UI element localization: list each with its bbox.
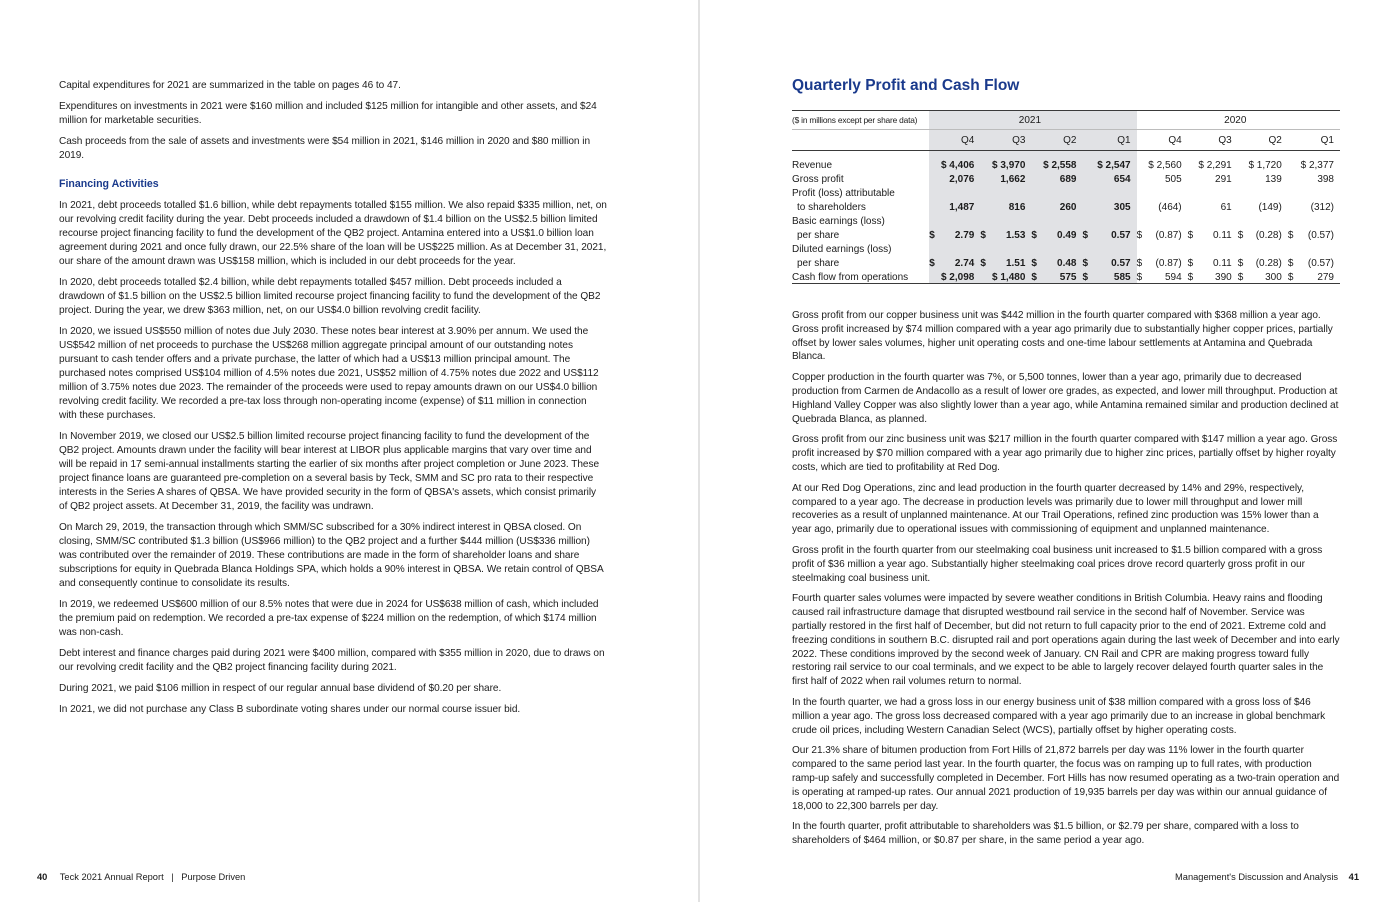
table-cell: 305 xyxy=(1082,199,1136,213)
paragraph: Fourth quarter sales volumes were impacted by severe weather conditions in British Columbia. Heavy rains and flooding caused rail infrastructure damage that disrupted westbound rail service in the second half of November. Service was partially restored in the first half of December, but did not return to full capacity prior to the end of 2021. Extreme cold and freezing conditions in southern B.C. disrupted rail and port operations again during the last week of December and into early 2022. These conditions improved by the second week of January. CN Rail and CPR are making progress toward fully restoring rail service to our coal terminals, and we expect to be able to largely recover delayed fourth quarter sales in the first half of 2022 when rail volumes return to normal. xyxy=(792,593,1340,688)
row-label: Revenue xyxy=(792,160,833,171)
table-cell: 2,076 xyxy=(929,171,980,185)
section-heading: Financing Activities xyxy=(59,178,159,190)
table-cell: (149) xyxy=(1258,202,1282,213)
table-row xyxy=(792,213,1340,227)
year-2021-header: 2021 xyxy=(929,111,1136,130)
table-cell: 505 xyxy=(1164,174,1182,185)
paragraph: At our Red Dog Operations, zinc and lead production in the fourth quarter decreased by 14% and 29%, respectively, compared to a year ago. The decrease in production levels was primarily due to lower mill throughput and lower mill recoveries as a result of unplanned maintenance. At our Trail Operations, refined zinc production was 15% lower than a year ago, primarily due to operational issues with commissioning of equipment and unplanned maintenance. xyxy=(792,482,1319,536)
table-row xyxy=(792,199,1340,213)
unit-label: ($ in millions except per share data) xyxy=(792,111,929,130)
table-cell: $ 0.48 xyxy=(1031,255,1082,269)
paragraph: In 2020, debt proceeds totalled $2.4 billion, while debt repayments totalled $457 million. Debt proceeds included a drawdown of $1.5 billion on the US$2.5 billion limited recourse project financing facility to fund the development of the QB2 project. During the year, we drew $363 million, net, on our US$4.0 billion revolving credit facility. xyxy=(59,277,601,316)
table-cell: $ 4,406 xyxy=(929,157,980,171)
table-cell: $ 1.51 xyxy=(980,255,1031,269)
table-cell: $ (0.87) xyxy=(1136,258,1182,269)
paragraph: During 2021, we paid $106 million in respect of our regular annual base dividend of $0.20 per share. xyxy=(59,683,502,694)
table-cell: $ 2.79 xyxy=(929,227,980,241)
table-cell: $ 575 xyxy=(1031,269,1082,284)
table-cell: $ 2,560 xyxy=(1148,160,1182,171)
table-cell: $ (0.57) xyxy=(1287,230,1334,241)
paragraph: In 2019, we redeemed US$600 million of our 8.5% notes that were due in 2024 for US$638 million of cash, which included the premium paid on redemption. We recorded a pre-tax expense of $224 million on the redemption, of which $174 million was non-cash. xyxy=(59,599,599,638)
quarter-header: Q4 xyxy=(929,130,980,151)
paragraph: Copper production in the fourth quarter was 7%, or 5,500 tonnes, lower than a year ago, primarily due to decreased production from Carmen de Andacollo as a result of lower ore grades, as expected, and lower mill throughput. Production at Highland Valley Copper was also slightly lower than a year ago, while Antamina remained similar and production declined at Quebrada Blanca, as planned. xyxy=(792,372,1339,425)
table-cell: 260 xyxy=(1031,199,1082,213)
paragraph: In 2021, debt proceeds totalled $1.6 billion, while debt repayments totalled $155 million. We also repaid $335 million, net, on our revolving credit facility during the year. Debt proceeds included a drawdown of $1.4 billion on the US$2.5 billion limited recourse project financing facility to fund the development of the QB2 project. Antamina entered into a US$1.0 billion loan agreement during 2021 and once fully drawn, our 22.5% share of the loan will be US$225 million. As at December 31, 2021, our share of the amount drawn was US$158 million, which is included in our debt proceeds for the year. xyxy=(59,200,607,267)
section-name: Management's Discussion and Analysis xyxy=(1175,872,1339,882)
table-cell: 689 xyxy=(1031,171,1082,185)
page-number: 40 xyxy=(37,872,48,882)
row-label: Basic earnings (loss) xyxy=(792,216,885,227)
paragraph: Gross profit in the fourth quarter from our steelmaking coal business unit increased to $1.5 billion compared with a gross profit of $36 million a year ago. Substantially higher steelmaking coal prices drove record quarterly gross profit in our steelmaking coal business unit. xyxy=(792,544,1323,584)
year-header-row xyxy=(792,111,1340,130)
paragraph: In 2021, we did not purchase any Class B subordinate voting shares under our normal course issuer bid. xyxy=(59,704,521,715)
table-cell: $ (0.87) xyxy=(1136,230,1182,241)
paragraph: Gross profit from our zinc business unit was $217 million in the fourth quarter compared with $147 million a year ago. Gross profit increased by $70 million compared with a year ago primarily due to higher zinc prices, partially offset by higher royalty costs, which are tied to profitability at Red Dog. xyxy=(792,434,1338,473)
table-cell: $ (0.28) xyxy=(1237,258,1282,269)
table-row xyxy=(792,171,1340,185)
table-cell: $ 2,098 xyxy=(929,269,980,284)
paragraph: Debt interest and finance charges paid during 2021 were $400 million, compared with $355 million in 2020, due to draws on our revolving credit facility and the QB2 project financing facility during 2021. xyxy=(59,648,605,673)
table-cell: 291 xyxy=(1215,174,1232,185)
footer-separator: | xyxy=(171,872,174,882)
table-cell: $ 585 xyxy=(1082,269,1136,284)
table-cell: $ 0.11 xyxy=(1187,230,1232,241)
paragraph: In 2020, we issued US$550 million of notes due July 2030. These notes bear interest at 3.90% per annum. We used the US$542 million of net proceeds to purchase the US$268 million aggregate principal amount of our outstanding notes pursuant to cash tender offers and a private purchase, the latter of which had a US$13 million principal amount. The purchased notes comprised US$104 million of 4.5% notes due 2021, US$52 million of 4.75% notes due 2022 and US$112 million of 3.75% notes due 2023. The remainder of the proceeds were used to repay amounts drawn on our US$4.0 billion revolving credit facility. We recorded a pre-tax loss through non-operating income (expense) of $11 million in connection with these purchases. xyxy=(59,326,599,421)
table-row xyxy=(792,185,1340,199)
table-row xyxy=(792,241,1340,255)
table-cell: $ 2,558 xyxy=(1031,157,1082,171)
right-column xyxy=(792,309,1340,855)
table-row xyxy=(792,255,1340,269)
row-label: Cash flow from operations xyxy=(792,269,929,284)
table-cell: $ 2,377 xyxy=(1300,160,1334,171)
table-cell: (312) xyxy=(1310,202,1334,213)
row-label: Gross profit xyxy=(792,174,844,185)
table-cell: $ 0.49 xyxy=(1031,227,1082,241)
report-title: Teck 2021 Annual Report xyxy=(59,872,164,882)
row-label: per share xyxy=(797,258,840,269)
table-cell: $ 390 xyxy=(1188,269,1238,284)
quarter-header: Q3 xyxy=(1188,130,1238,151)
quarter-header: Q1 xyxy=(1288,130,1340,151)
row-label: Diluted earnings (loss) xyxy=(792,244,892,255)
table-cell: (464) xyxy=(1158,202,1182,213)
table-cell: 139 xyxy=(1265,174,1282,185)
table-cell: $ 1,720 xyxy=(1248,160,1282,171)
table-cell: 816 xyxy=(980,199,1031,213)
table-row xyxy=(792,227,1340,241)
left-footer xyxy=(37,872,245,882)
quarter-header: Q2 xyxy=(1031,130,1082,151)
table-cell: $ 300 xyxy=(1238,269,1288,284)
year-2020-header: 2020 xyxy=(1137,111,1340,130)
quarterly-table xyxy=(792,110,1340,284)
row-label: Profit (loss) attributable xyxy=(792,188,895,199)
table-cell: $ 2.74 xyxy=(929,255,980,269)
paragraph: Gross profit from our copper business unit was $442 million in the fourth quarter compared with $368 million a year ago. Gross profit increased by $74 million compared with a year ago primarily due to substantially higher copper prices, partially offset by lower sales volumes, higher unit operating costs and one-time labour settlements at Antamina and Quebrada Blanca. xyxy=(792,310,1333,363)
table-cell: $ 279 xyxy=(1288,269,1340,284)
table-cell: 654 xyxy=(1082,171,1136,185)
row-label: per share xyxy=(797,230,840,241)
table-cell: $ (0.57) xyxy=(1287,258,1334,269)
table-cell: $ 0.57 xyxy=(1082,227,1136,241)
table-cell: 1,487 xyxy=(929,199,980,213)
paragraph: On March 29, 2019, the transaction through which SMM/SC subscribed for a 30% indirect interest in QBSA closed. On closing, SMM/SC contributed $1.3 billion (US$966 million) to the QB2 project and a further $444 million (US$336 million) was contributed over the remainder of 2019. These contributions are made in the form of shareholder loans and share subscriptions for equity in Quebrada Blanca Holdings SPA, which holds a 90% interest in QBSA. We retain control of QBSA and consequently continue to consolidate its results. xyxy=(59,522,604,589)
paragraph: Cash proceeds from the sale of assets and investments were $54 million in 2021, $146 million in 2020 and $80 million in 2019. xyxy=(59,136,591,161)
table-cell: $ 1,480 xyxy=(980,269,1031,284)
table-cell: $ 3,970 xyxy=(980,157,1031,171)
table-cell: $ 2,547 xyxy=(1082,157,1136,171)
table-cell: $ 0.57 xyxy=(1082,255,1136,269)
table-cell: $ 594 xyxy=(1137,269,1188,284)
quarter-header: Q2 xyxy=(1238,130,1288,151)
table-row xyxy=(792,269,1340,284)
row-label: to shareholders xyxy=(797,202,866,213)
paragraph: In November 2019, we closed our US$2.5 billion limited recourse project financing facility to fund the development of the QB2 project. Amounts drawn under the facility will bear interest at LIBOR plus applicable margins that vary over time and will be repaid in 17 semi-annual installments starting the earlier of six months after project completion or June 2023. These project finance loans are guaranteed pre-completion on a several basis by Teck, SMM and SC pro rata to their respective interests in the Series A shares of QBSA. We have provided security in the form of QBSA's assets, which consist primarily of QB2 project assets. At December 31, 2019, the facility was undrawn. xyxy=(59,431,600,512)
paragraph: Expenditures on investments in 2021 were $160 million and included $125 million for intangible and other assets, and $24 million for marketable securities. xyxy=(59,101,597,126)
quarter-header-row xyxy=(792,130,1340,151)
paragraph: In the fourth quarter, we had a gross loss in our energy business unit of $38 million compared with a gross loss of $46 million a year ago. The gross loss decreased compared with a year ago primarily due to an increase in global benchmark crude oil prices, including Western Canadian Select (WCS), partially offset by higher operating costs. xyxy=(792,696,1326,736)
quarter-header: Q3 xyxy=(980,130,1031,151)
table-row xyxy=(792,157,1340,171)
quarter-header: Q4 xyxy=(1137,130,1188,151)
table-cell: 398 xyxy=(1317,174,1334,185)
right-footer xyxy=(1175,872,1359,882)
paragraph: Our 21.3% share of bitumen production from Fort Hills of 21,872 barrels per day was 11% lower in the fourth quarter compared to the same period last year. In the fourth quarter, the focus was on ramping up to full rates, with production ramp-up safely and successfully completed in December. Fort Hills has now resumed operating as a two-train operation and is operating at ramped-up rates. Our annual 2021 production of 19,935 barrels per day was within our annual guidance of 18,000 to 22,300 barrels per day. xyxy=(792,745,1340,812)
quarter-header: Q1 xyxy=(1082,130,1136,151)
paragraph: In the fourth quarter, profit attributable to shareholders was $1.5 billion, or $2.79 per share, compared with a loss to shareholders of $464 million, or $0.87 per share, in the same period a year ago. xyxy=(792,821,1299,847)
page-number: 41 xyxy=(1348,872,1359,882)
table-cell: 1,662 xyxy=(980,171,1031,185)
table-cell: $ (0.28) xyxy=(1237,230,1282,241)
right-page xyxy=(700,0,1395,902)
table-cell: $ 1.53 xyxy=(980,227,1031,241)
report-tagline: Purpose Driven xyxy=(181,872,246,882)
page-title: Quarterly Profit and Cash Flow xyxy=(792,77,1020,94)
table-cell: 61 xyxy=(1220,202,1232,213)
paragraph: Capital expenditures for 2021 are summarized in the table on pages 46 to 47. xyxy=(59,80,401,91)
left-column xyxy=(59,79,607,724)
table-cell: $ 2,291 xyxy=(1198,160,1232,171)
table-cell: $ 0.11 xyxy=(1187,258,1232,269)
